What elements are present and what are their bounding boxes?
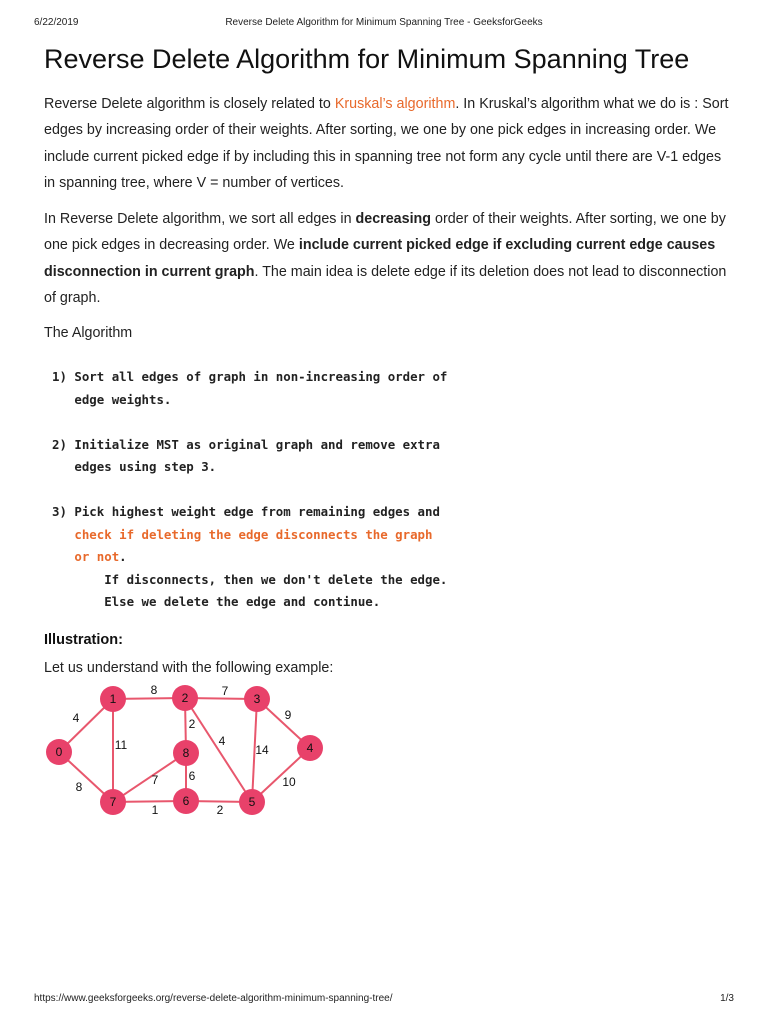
step3-number: 3) [52, 504, 67, 519]
edge-weight-7-8: 7 [151, 773, 159, 787]
step3-line5: Else we delete the edge and continue. [104, 594, 381, 609]
print-footer-page-number: 1/3 [720, 993, 734, 1004]
graph-node-label-6: 6 [182, 794, 190, 808]
rd-text-b: order of their weights. After sorting, we one by one pick edges in decreasing order. We [44, 211, 726, 254]
edge-weight-0-1: 4 [72, 711, 80, 725]
edge-weight-2-3: 7 [221, 684, 229, 698]
graph-node-label-1: 1 [109, 692, 117, 706]
edge-weight-0-7: 8 [75, 780, 83, 794]
intro-paragraph [44, 91, 730, 196]
edge-weight-5-6: 2 [216, 803, 224, 817]
graph-node-label-4: 4 [306, 741, 314, 755]
edge-weight-2-5: 4 [218, 734, 226, 748]
kruskal-link[interactable]: Kruskal’s algorithm [334, 96, 456, 112]
step1-number: 1) [52, 369, 67, 384]
intro-text-b: . In Kruskal’s algorithm what we do is : Sort edges by increasing order of their weights. After sorting, we one by one pick edges in increasing order. We include current picked edge if by including this in spanning tree not form any cycle until there are V-1 edges in spanning tree, where V = number of vertices. [44, 96, 729, 191]
rd-text-a: In Reverse Delete algorithm, we sort all edges in [44, 211, 356, 227]
edge-weight-6-8: 6 [188, 769, 196, 783]
edge-weight-4-5: 10 [282, 775, 296, 789]
step3-line4: If disconnects, then we don't delete the edge. [104, 571, 448, 587]
print-header-date: 6/22/2019 [34, 17, 79, 28]
print-header-title: Reverse Delete Algorithm for Minimum Spanning Tree - GeeksforGeeks [225, 17, 543, 28]
step3-line3-highlight: or not [74, 549, 120, 564]
print-footer-url: https://www.geeksforgeeks.org/reverse-delete-algorithm-minimum-spanning-tree/ [34, 993, 393, 1004]
edge-weight-3-4: 9 [284, 708, 292, 722]
algorithm-steps [52, 366, 447, 614]
graph-node-label-5: 5 [248, 795, 256, 809]
edge-weight-3-5: 14 [255, 743, 269, 757]
step2-line1: Initialize MST as original graph and remove extra [74, 436, 440, 452]
step3-line1: Pick highest weight edge from remaining edges and [74, 504, 440, 519]
edge-weight-1-2: 8 [150, 683, 158, 697]
step2-line2: edges using step 3. [74, 459, 217, 474]
step2-number: 2) [52, 436, 67, 452]
rd-text-c: . The main idea is delete edge if its deletion does not lead to disconnection of graph. [44, 263, 727, 306]
step3-line3-end: . [119, 549, 127, 564]
edge-weight-1-7: 11 [114, 738, 128, 752]
illustration-text: Let us understand with the following example: [44, 660, 334, 676]
graph-node-label-2: 2 [181, 691, 189, 705]
algorithm-heading: The Algorithm [44, 325, 133, 341]
illustration-heading: Illustration: [44, 632, 123, 648]
step1-line1: Sort all edges of graph in non-increasing order of [74, 369, 448, 384]
rd-bold-decreasing: decreasing [355, 211, 432, 227]
step3-line2-highlight: check if deleting the edge disconnects the graph [74, 526, 433, 542]
page-title: Reverse Delete Algorithm for Minimum Spanning Tree [44, 44, 690, 74]
graph-node-label-7: 7 [109, 795, 117, 809]
graph-node-label-8: 8 [182, 746, 190, 760]
example-graph [38, 678, 338, 822]
step1-line2: edge weights. [74, 391, 172, 407]
reverse-delete-paragraph [44, 206, 730, 311]
graph-node-label-0: 0 [55, 745, 63, 759]
intro-text-a: Reverse Delete algorithm is closely related to [44, 96, 335, 112]
edge-weight-6-7: 1 [151, 803, 159, 817]
graph-node-label-3: 3 [253, 692, 261, 706]
edge-weight-2-8: 2 [188, 717, 196, 731]
rd-bold-include: include current picked edge if excluding current edge causes disconnection in current graph [44, 237, 716, 280]
